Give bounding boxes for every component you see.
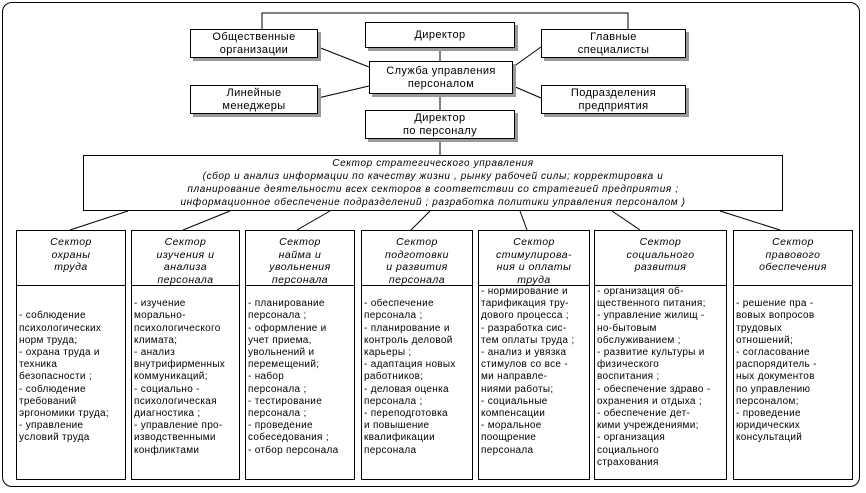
sector-body-analysis: - изучение морально- психологического климата; - анализ внутрифирменных коммуникаций; - социально - психологическая диагностика ; - управление про- изводственными конфликтами [131,286,240,480]
sector-head-compensation: Сектор стимулирова- ния и оплаты труда [478,230,590,286]
strategic-sector-line: (сбор и анализ информации по качеству жизни , рынку рабочей силы; корректировка и [202,171,664,182]
sector-head-training: Сектор подготовки и развития персонала [361,230,473,286]
strategic-sector-box [83,155,783,211]
sector-head-analysis: Сектор изучения и анализа персонала [131,230,240,286]
chief-specialists-label: Главные специалисты [577,30,650,56]
sector-body-hiring: - планирование персонала ; - оформление и учет приема, увольнений и перемещений; - набор персонала ; - тестирование персонала ; - проведение собеседования ; - отбор персонала [245,286,355,480]
sector-body-legal: - решение пра - вовых вопросов трудовых отношений; - согласование распорядитель - ных документов по управлению персоналом; - проведение юридических консультаций [733,286,853,480]
sector-body-labor-safety: - соблюдение психологических норм труда; - охрана труда и техника безопасности ; - соблюдение требований эргономики труда; - управление условий труда [16,286,126,480]
hr-director-label: Директор по персоналу [403,111,477,137]
hr-service-label: Служба управления персоналом [386,64,496,90]
chief-specialists-box [541,29,686,58]
strategic-sector-title: Сектор стратегического управления [332,158,534,169]
director-box [365,22,515,48]
sector-head-labor-safety: Сектор охраны труда [16,230,126,286]
strategic-sector-line: информационное обеспечение подразделений ; разработка политики управления персоналом ) [180,197,686,208]
sector-head-hiring: Сектор найма и увольнения персонала [245,230,355,286]
divisions-box [541,85,686,114]
sector-body-compensation: - нормирование и тарификация тру- дового процесса ; - разработка сис- тем оплаты труда ; - анализ и увязка стимулов со все - ми направле- ниями работы; - социальные компенсации - моральное поощрение персонала [478,286,590,480]
hr-director-box [365,110,515,139]
sector-body-training: - обеспечение персонала ; - планирование и контроль деловой карьеры ; - адаптация новых работников; - деловая оценка персонала ; - переподготовка и повышение квалификации персонала [361,286,473,480]
divisions-label: Подразделения предприятия [570,86,657,112]
sector-body-social: - организация об- щественного питания; - управление жилищ - но-бытовым обслуживанием ; - развитие культуры и физического воспитания ; - обеспечение здраво - охранения и отдыха ; - обеспечение дет- кими учреждениями; - организация социального страхования [594,286,727,480]
director-label: Директор [414,28,466,41]
public-orgs-label: Общественные организации [212,30,296,56]
line-managers-box [190,85,318,114]
public-orgs-box [190,29,318,58]
line-managers-label: Линейные менеджеры [222,86,286,112]
sector-head-social: Сектор социального развития [594,230,727,286]
strategic-sector-line: планирование деятельности всех секторов в соответствии со стратегией предприятия ; [187,184,679,195]
hr-service-box [369,61,513,94]
sector-head-legal: Сектор правового обеспечения [733,230,853,286]
